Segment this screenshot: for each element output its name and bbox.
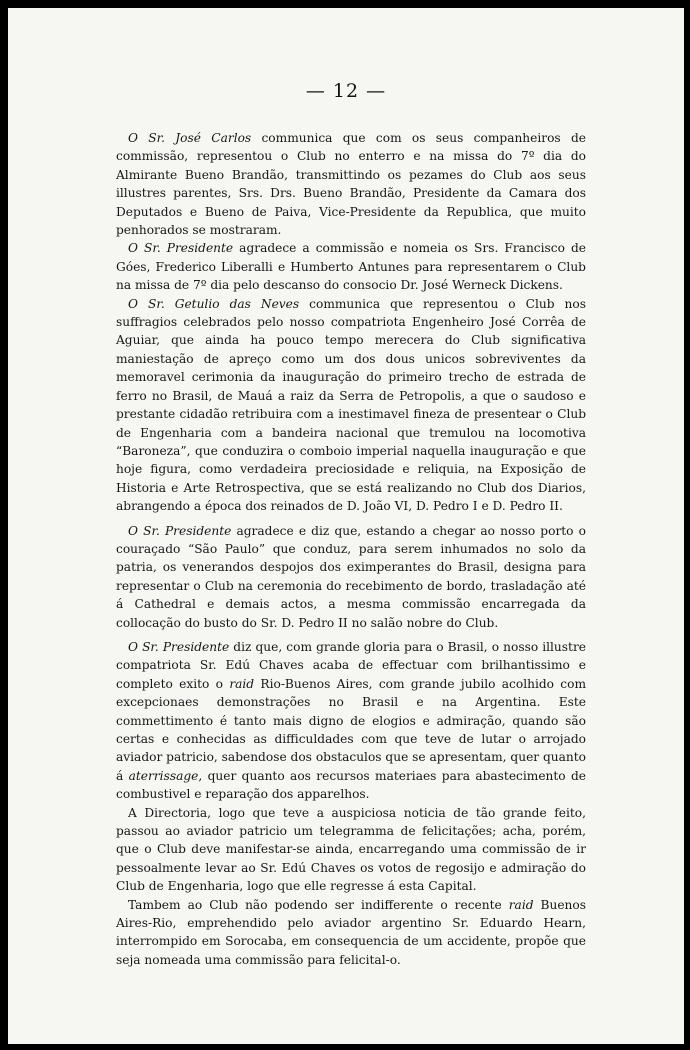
paragraph-jose-carlos — [116, 129, 586, 239]
italic-term: aterrissage — [128, 768, 199, 783]
paragraph-tambem — [116, 896, 586, 970]
paragraph-text: agradece a commissão e nomeia os Srs. Francisco de Góes, Frederico Liberalli e Humberto Antunes para representarem o Club na missa de 7º dia pelo descanso do consocio Dr. José Werneck Dickens. — [116, 241, 586, 293]
paragraph-presidente-1 — [116, 239, 586, 294]
paragraph-getulio-neves — [116, 295, 586, 516]
speaker-name: O Sr. Presidente — [128, 639, 230, 654]
paragraph-text: Rio-Buenos Aires, com grande jubilo acolhido com excepcionaes demonstrações no Brasil e na Argentina. Este commettimento é tanto mais digno de elogios e admiração, quando são certas e conhecidas as difficuldades com que teve de lutar o arrojado aviador patricio, sabendose dos obstaculos que se apresentam, quer quanto á — [116, 676, 586, 783]
paragraph-text: agradece e diz que, estando a chegar ao nosso porto o couraçado “São Paulo” que conduz, para serem inhumados no solo da patria, os venerandos despojos dos eximperantes do Brasil, designa para representar o Club na ceremonia do recebimento de bordo, trasladação até á Cathedral e demais actos, a mesma commissão encarregada da collocação do busto do Sr. D. Pedro II no salão nobre do Club. — [116, 523, 586, 630]
italic-term: raid — [508, 897, 534, 912]
paragraph-text: Tambem ao Club não podendo ser indifferente o recente — [128, 897, 509, 912]
paragraph-text: , quer quanto aos recursos materiaes para abastecimento de combustivel e reparação dos apparelhos. — [116, 768, 586, 802]
paragraph-text: communica que com os seus companheiros de commissão, representou o Club no enterro e na missa do 7º dia do Almirante Bueno Brandão, transmittindo os pezames do Club aos seus illustres parentes, Srs. Drs. Bueno Brandão, Presidente da Camara dos Deputados e Bueno de Paiva, Vice-Presidente da Republica, que muito penhorados se mostraram. — [116, 131, 586, 238]
page-number: — 12 — — [305, 80, 387, 102]
speaker-name: O Sr. José Carlos — [128, 131, 252, 145]
minutes-body — [116, 129, 586, 969]
paragraph-text: Buenos Aires-Rio, emprehendido pelo aviador argentino Sr. Eduardo Hearn, interrompido em Sorocaba, em consequencia de um accidente, propõe que seja nomeada uma commissão para felicital-o. — [116, 897, 587, 967]
paragraph-text: communica que representou o Club nos suffragios celebrados pelo nosso compatriota Engenheiro José Corrêa de Aguiar, que ainda ha pouco tempo merecera do Club significativa maniestação de apreço como um dos dous unicos sobreviventes da memoravel cerimonia da inauguração do primeiro trecho de estrada de ferro no Brasil, de Mauá a raiz da Serra de Petropolis, a que o saudoso e prestante cidadão retribuira com a inestimavel fineza de presentear o Club de Engenharia com a bandeira nacional que tremulou na locomotiva “Baroneza”, que conduzira o comboio imperial naquella inauguração e que hoje figura, como verdadeira preciosidade e reliquia, na Exposição de Historia e Arte Retrospectiva, que se está realizando no Club dos Diarios, abrangendo a época dos reinados de D. João VI, D. Pedro I e D. Pedro II. — [116, 296, 586, 514]
speaker-name: O Sr. Presidente — [128, 241, 234, 256]
paragraph-presidente-3 — [116, 638, 586, 804]
italic-term: raid — [229, 676, 255, 691]
speaker-name: O Sr. Presidente — [128, 523, 232, 538]
document-page — [8, 8, 684, 1044]
speaker-name: O Sr. Getulio das Neves — [128, 296, 300, 311]
paragraph-presidente-2 — [116, 522, 586, 632]
paragraph-directoria — [116, 804, 586, 896]
paragraph-text: diz que, com grande gloria para o Brasil, o nosso illustre compatriota Sr. Edú Chaves acaba de effectuar com brilhantissimo e completo exito o — [116, 639, 586, 691]
paragraph-text: A Directoria, logo que teve a auspiciosa noticia de tão grande feito, passou ao aviador patricio um telegramma de felicitações; acha, porém, que o Club deve manifestar-se ainda, encarregando uma commissão de ir pessoalmente levar ao Sr. Edú Chaves os votos de regosijo e admiração do Club de Engenharia, logo que elle regresse á esta Capital. — [116, 805, 586, 894]
